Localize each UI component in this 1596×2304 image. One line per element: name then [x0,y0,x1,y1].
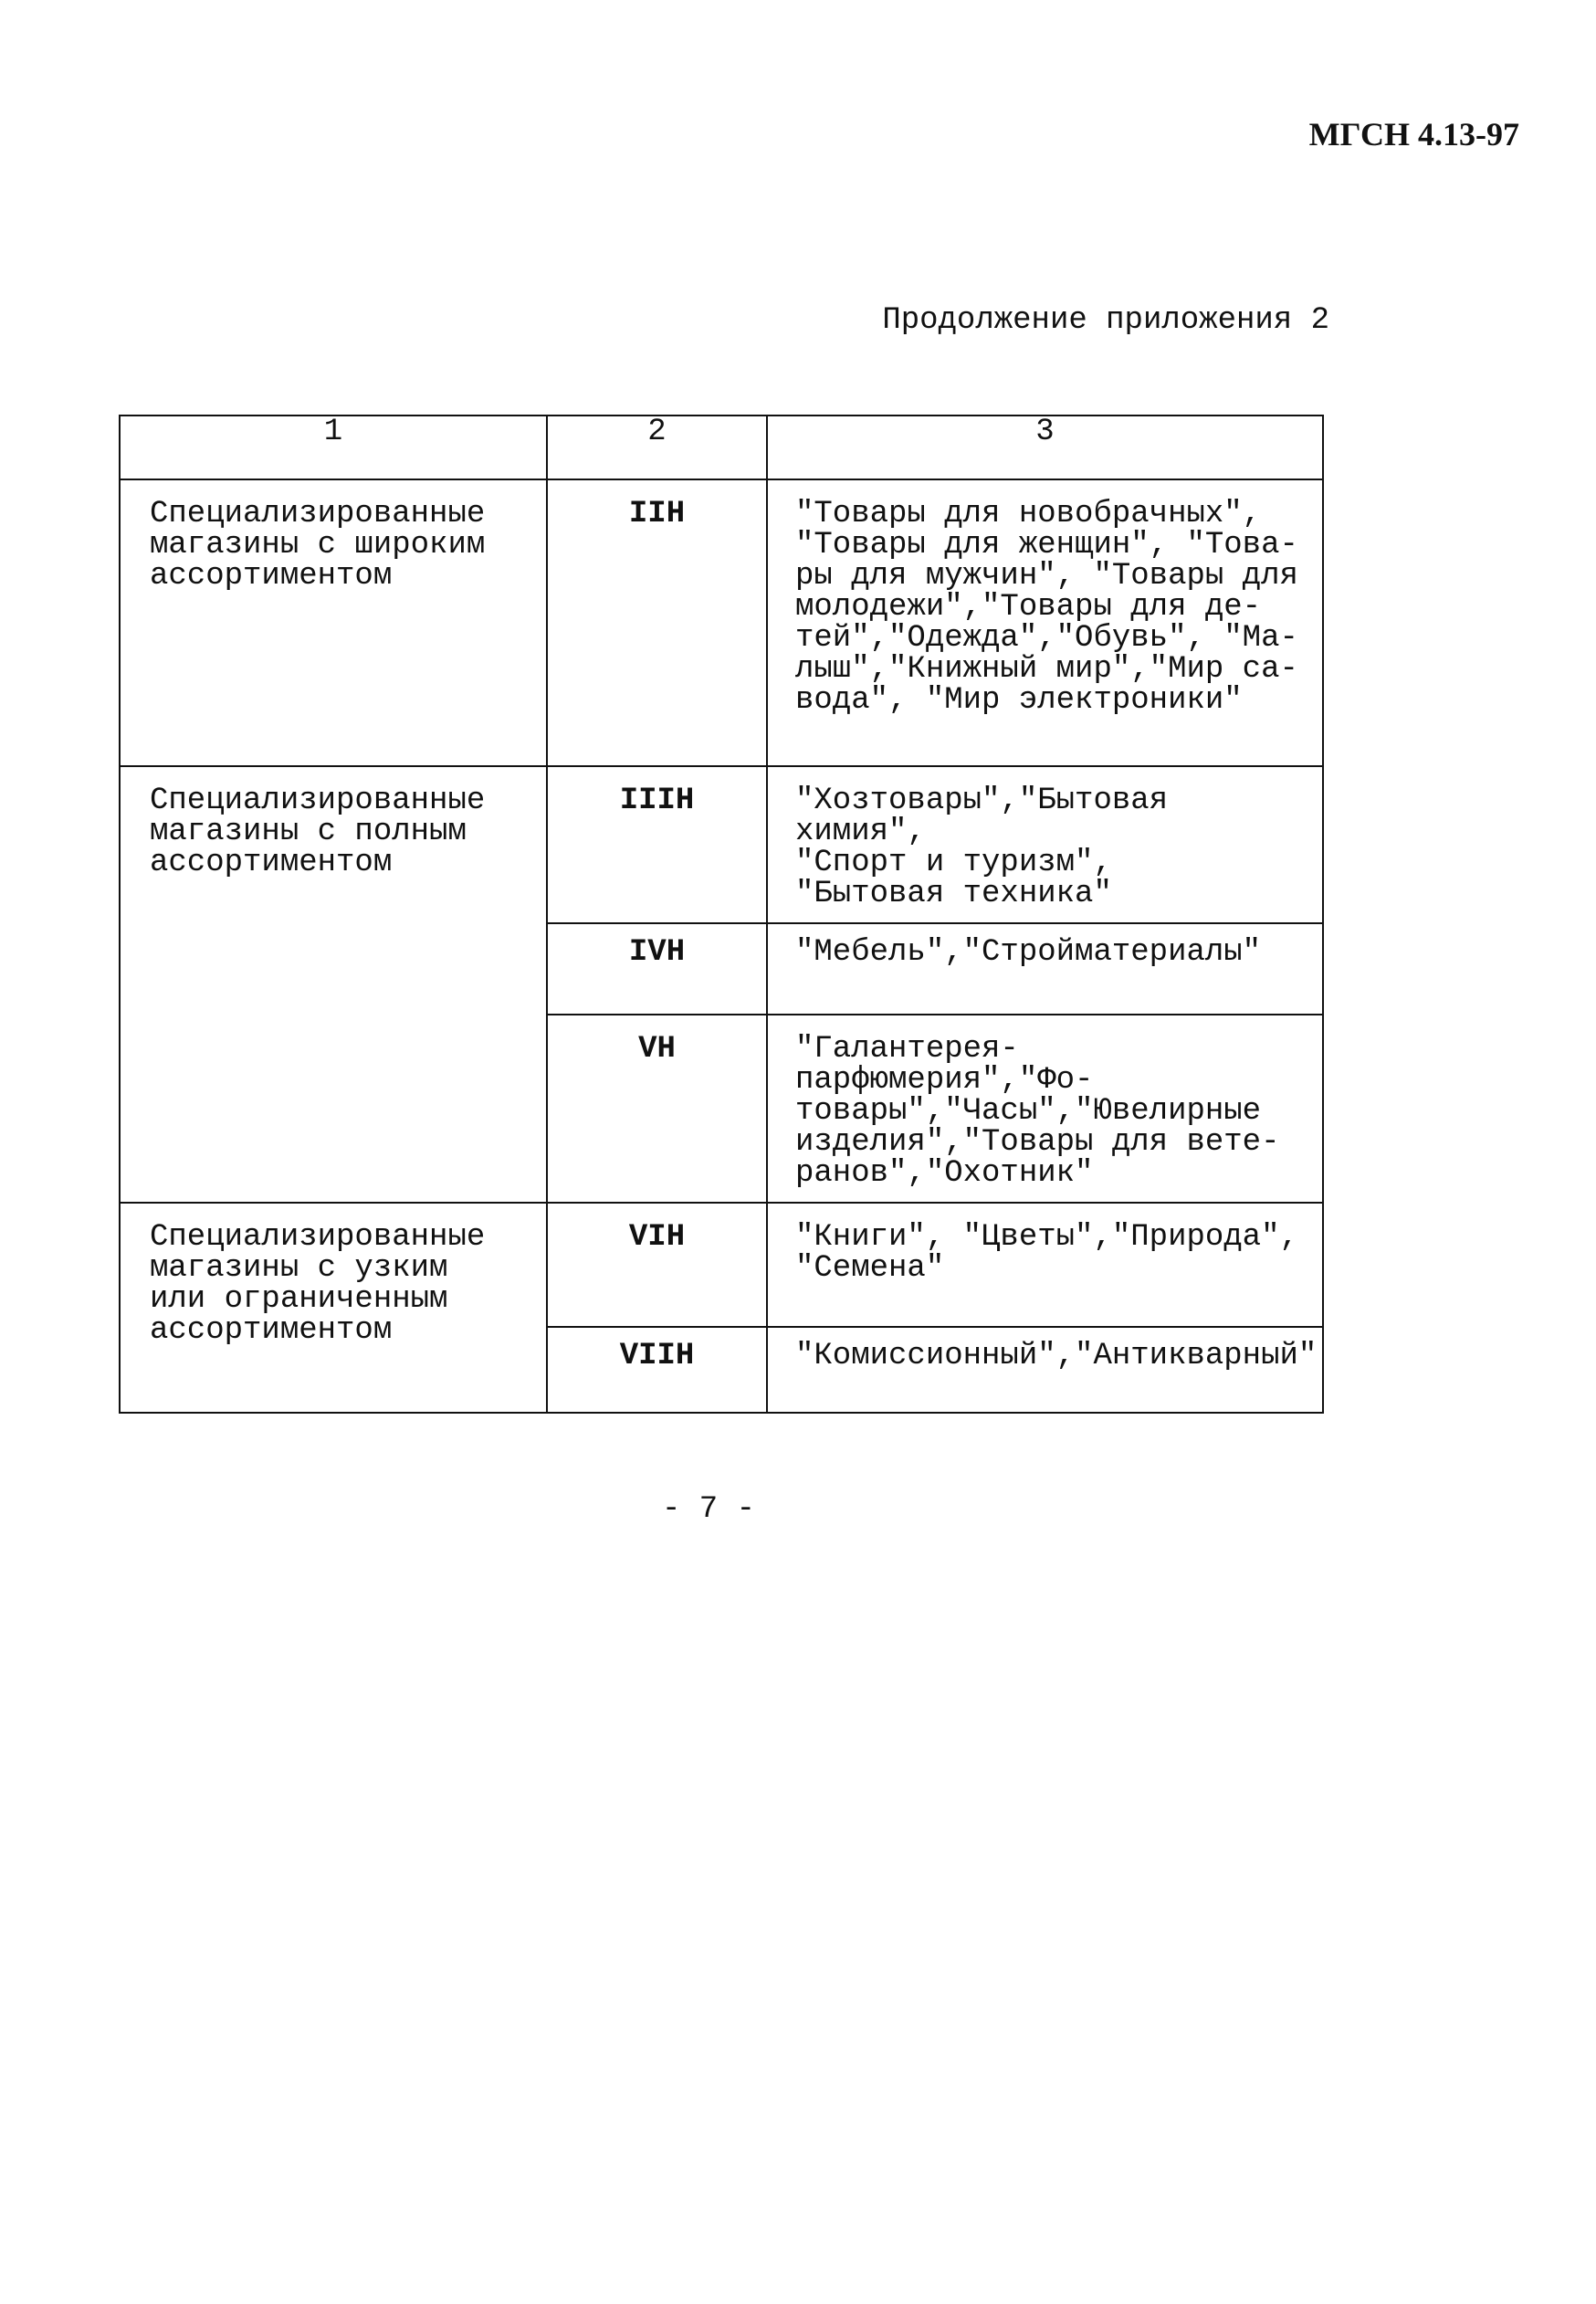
stores-cell: "Мебель","Стройматериалы" [767,923,1323,1015]
table-row [120,766,1323,923]
stores-cell: "Книги", "Цветы","Природа", "Семена" [767,1203,1323,1327]
stores-cell: "Товары для новобрачных", "Товары для женщин", "Това- ры для мужчин", "Товары для молодежи","Товары для де- тей","Одежда","Обувь", "Ма- лыш","Книжный мир","Мир са- вода", "Мир электроники" [767,479,1323,766]
code-cell: VIIН [547,1327,767,1413]
category-cell: Специализированные магазины с узким или ограниченным ассортиментом [120,1203,547,1413]
stores-cell: "Галантерея-парфюмерия","Фо- товары","Часы","Ювелирные изделия","Товары для вете- ранов","Охотник" [767,1015,1323,1203]
continuation-label: Продолжение приложения 2 [882,303,1329,338]
table-row [120,479,1323,766]
code-cell: VН [547,1015,767,1203]
stores-cell: "Комиссионный","Антикварный" [767,1327,1323,1413]
code-cell: VIН [547,1203,767,1327]
stores-cell: "Хозтовары","Бытовая химия", "Спорт и туризм", "Бытовая техника" [767,766,1323,923]
category-cell: Специализированные магазины с полным ассортиментом [120,766,547,1203]
page-number: - 7 - [662,1492,756,1527]
document-code: МГСН 4.13-97 [1308,116,1519,153]
table-header-row [120,416,1323,479]
table-row [120,1203,1323,1327]
column-header: 2 [547,416,767,479]
code-cell: IVН [547,923,767,1015]
code-cell: IIIН [547,766,767,923]
appendix-table [119,415,1324,1414]
column-header: 1 [120,416,547,479]
category-cell: Специализированные магазины с широким ассортиментом [120,479,547,766]
code-cell: IIН [547,479,767,766]
column-header: 3 [767,416,1323,479]
